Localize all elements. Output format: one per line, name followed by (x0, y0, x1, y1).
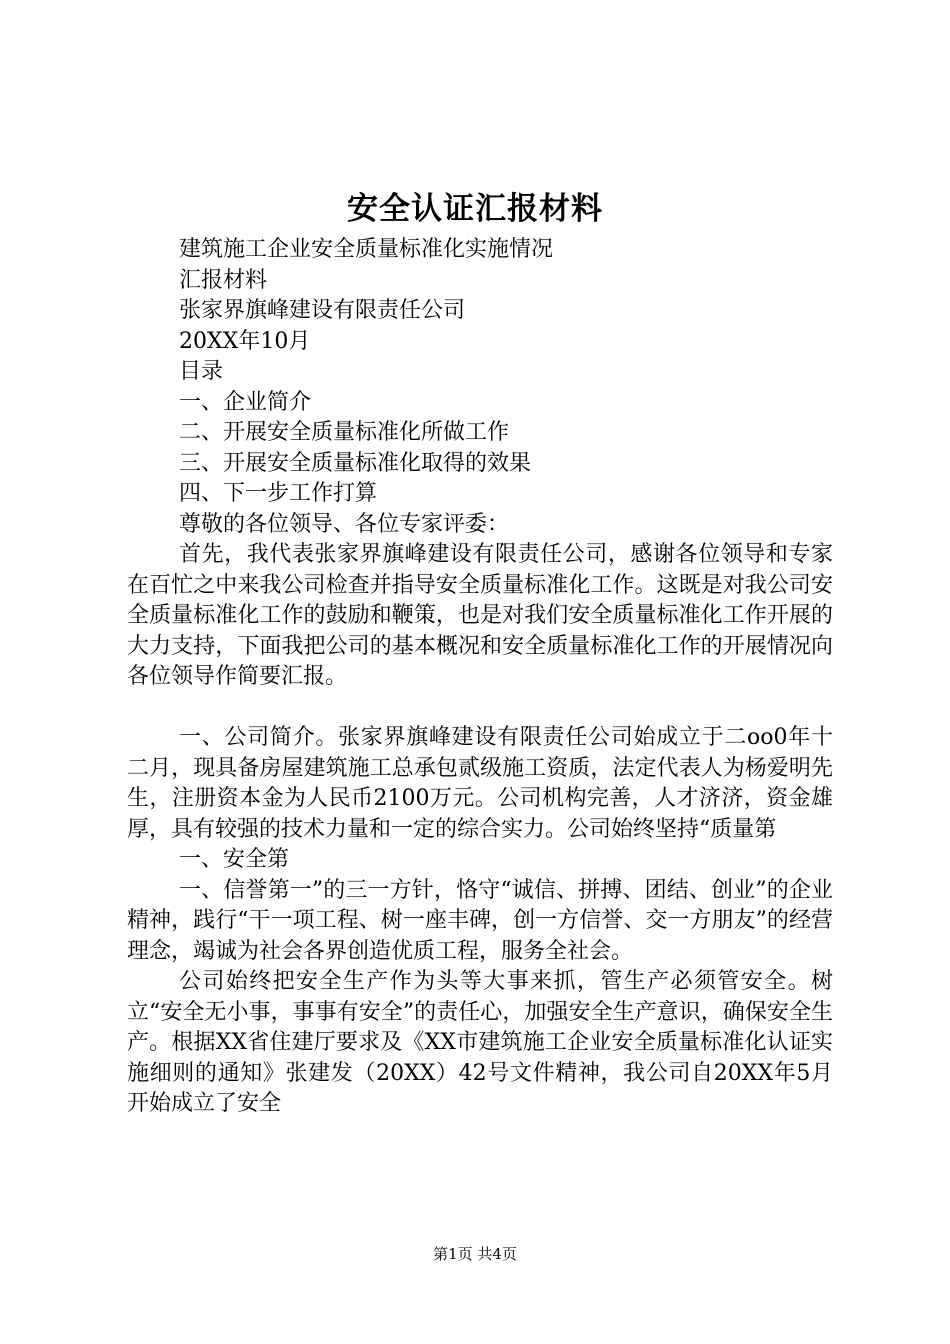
body-paragraph: 一、安全第 (179, 847, 290, 872)
toc-item: 二、开展安全质量标准化所做工作 (179, 420, 510, 445)
salutation: 尊敬的各位领导、各位专家评委： (179, 511, 510, 537)
company-name: 张家界旗峰建设有限责任公司 (179, 298, 466, 323)
body-paragraph: 首先，我代表张家界旗峰建设有限责任公司，感谢各位领导和专家在百忙之中来我公司检查并指导安全质量标准化工作。这既是对我公司安全质量标准化工作的鼓励和鞭策，也是对我们安全质量标准化工作开展的大力支持，下面我把公司的基本概况和安全质量标准化工作的开展情况向各位领导作简要汇报。 (127, 542, 833, 689)
body-paragraph: 一、信誉第一”的三一方针，恪守“诚信、拼搏、团结、创业”的企业精神，践行“干一项工程、树一座丰碑，创一方信誉、交一方朋友”的经营理念，竭诚为社会各界创造优质工程，服务全社会。 (127, 877, 833, 964)
toc-item: 一、企业简介 (179, 389, 312, 415)
document-body (127, 235, 833, 1120)
cover-subtitle-2: 汇报材料 (179, 267, 268, 293)
toc-item: 三、开展安全质量标准化取得的效果 (179, 450, 532, 476)
paragraph-gap (127, 693, 833, 724)
body-paragraph: 公司始终把安全生产作为头等大事来抓，管生产必须管安全。树立“安全无小事，事事有安全”的责任心，加强安全生产意识，确保安全生产。根据XX省住建厅要求及《XX市建筑施工企业安全质量标准化认证实施细则的通知》张建发（20XX）42号文件精神，我公司自20XX年5月开始成立了安全 (127, 969, 833, 1116)
toc-item: 四、下一步工作打算 (179, 481, 378, 506)
toc-heading: 目录 (179, 359, 224, 384)
body-paragraph: 一、公司简介。张家界旗峰建设有限责任公司始成立于二oo0年十二月，现具备房屋建筑施工总承包贰级施工资质，法定代表人为杨爱明先生，注册资本金为人民币2100万元。公司机构完善，人才济济，资金雄厚，具有较强的技术力量和一定的综合实力。公司始终坚持“质量第 (127, 725, 833, 842)
document-date: 20XX年10月 (179, 328, 311, 354)
cover-subtitle: 建筑施工企业安全质量标准化实施情况 (179, 237, 554, 262)
document-title: 安全认证汇报材料 (347, 191, 603, 227)
page-footer: 第1页 共4页 (433, 1245, 517, 1263)
